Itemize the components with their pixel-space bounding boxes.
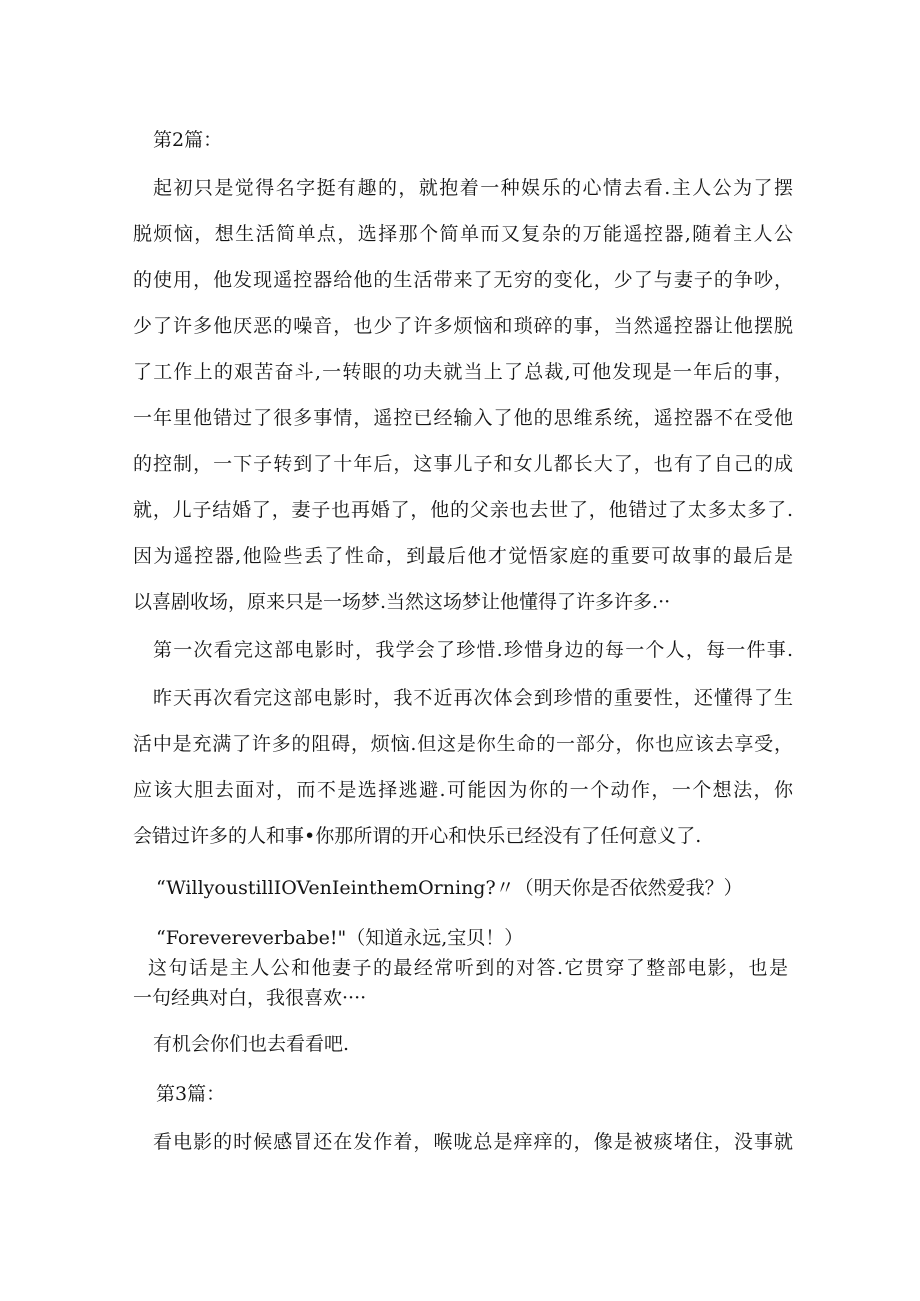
paragraph-line: 第一次看完这部电影时，我学会了珍惜.珍惜身边的每一个人，每一件事.: [153, 639, 793, 661]
paragraph-line: 了工作上的艰苦奋斗,一转眼的功夫就当上了总裁,可他发现是一年后的事，: [133, 361, 793, 383]
paragraph-line: 起初只是觉得名字挺有趣的，就抱着一种娱乐的心情去看.主人公为了摆: [153, 177, 793, 199]
paragraph-line: 昨天再次看完这部电影时，我不近再次体会到珍惜的重要性，还懂得了生: [153, 687, 793, 709]
paragraph-line: 以喜剧收场，原来只是一场梦.当然这场梦让他懂得了许多许多.··: [133, 591, 671, 613]
paragraph-line: 的控制，一下子转到了十年后，这事儿子和女儿都长大了，也有了自己的成: [133, 453, 793, 475]
paragraph-line: 有机会你们也去看看吧.: [153, 1033, 350, 1055]
paragraph-line: 一句经典对白，我很喜欢····: [133, 987, 367, 1009]
paragraph-line: 看电影的时候感冒还在发作着，喉咙总是痒痒的，像是被痰堵住，没事就: [153, 1131, 793, 1153]
quote-line: “WillyoustillIOVenIeinthemOrning?〃（明天你是否依然爱我？）: [156, 877, 743, 899]
paragraph-line: 少了许多他厌恶的噪音，也少了许多烦恼和琐碎的事，当然遥控器让他摆脱: [133, 315, 793, 337]
section-heading-3: 第3篇：: [156, 1083, 226, 1105]
paragraph-line: 一年里他错过了很多事情，遥控已经输入了他的思维系统，遥控器不在受他: [133, 407, 793, 429]
paragraph-line: 就，儿子结婚了，妻子也再婚了，他的父亲也去世了，他错过了太多太多了.: [133, 499, 793, 521]
paragraph-line: 应该大胆去面对，而不是选择逃避.可能因为你的一个动作，一个想法，你: [133, 779, 793, 801]
paragraph-line: 这句话是主人公和他妻子的最经常听到的对答.它贯穿了整部电影，也是: [148, 957, 788, 979]
section-heading-2: 第2篇：: [153, 129, 223, 151]
quote-line: “Forevereverbabe!"（知道永远,宝贝！）: [156, 927, 524, 949]
paragraph-line: 脱烦恼，想生活简单点，选择那个简单而又复杂的万能遥控器,随着主人公: [133, 223, 793, 245]
paragraph-line: 因为遥控器,他险些丢了性命，到最后他才觉悟家庭的重要可故事的最后是: [133, 545, 793, 567]
paragraph-line: 的使用，他发现遥控器给他的生活带来了无穷的变化，少了与妻子的争吵，: [133, 269, 793, 291]
paragraph-line: 活中是充满了许多的阻碍，烦恼.但这是你生命的一部分，你也应该去享受，: [133, 733, 793, 755]
paragraph-line: 会错过许多的人和事•你那所谓的开心和快乐已经没有了任何意义了.: [133, 825, 702, 847]
